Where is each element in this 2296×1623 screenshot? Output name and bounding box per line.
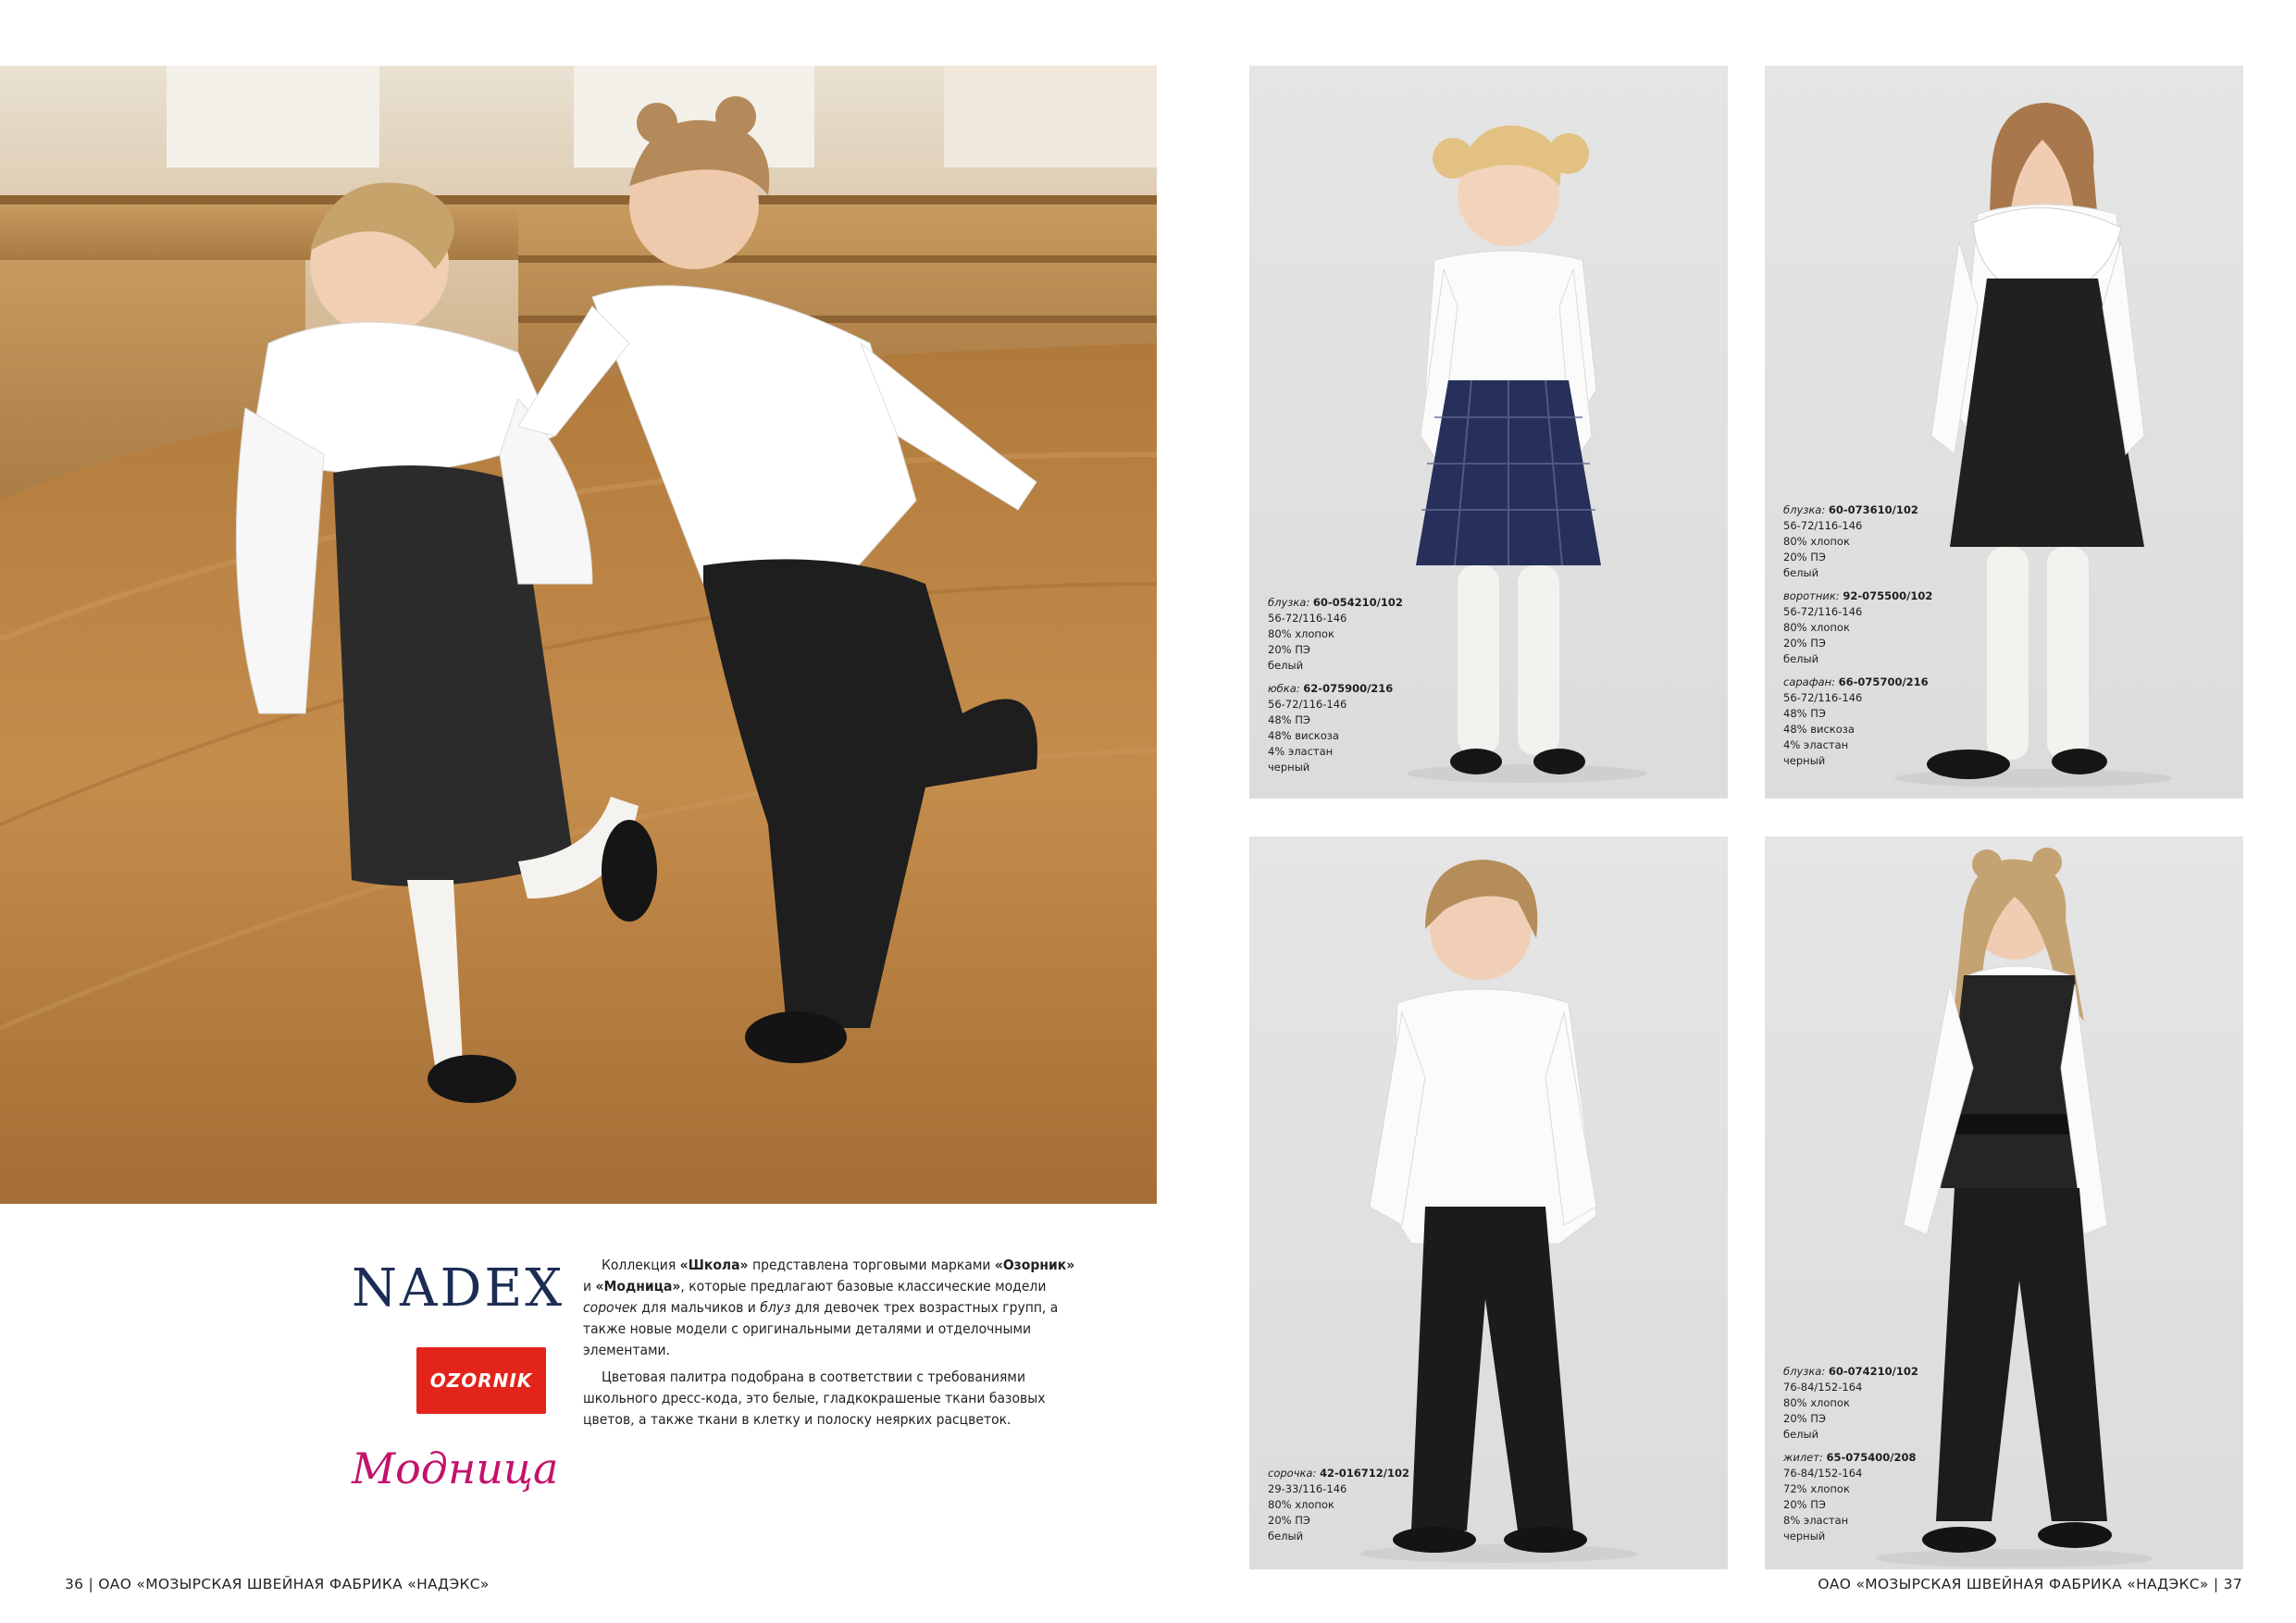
- intro-paragraph-2: Цветовая палитра подобрана в соответствии с требованиями школьного дресс-кода, это белые, гладкокрашеные ткани базовых цветов, а также ткани в клетку и полоску неяркиx расцветок.: [583, 1369, 1046, 1428]
- spec-line: белый: [1268, 1530, 1304, 1542]
- spec-line: 48% вискоза: [1268, 729, 1339, 742]
- spec-item: [1268, 1466, 1409, 1544]
- spec-line: 56-72/116-146: [1783, 519, 1863, 532]
- spec-label: юбка:: [1268, 682, 1300, 695]
- spec-line: 20% ПЭ: [1268, 643, 1310, 656]
- spec-label: блузка:: [1268, 596, 1310, 609]
- spec-line: 80% хлопок: [1783, 1396, 1850, 1409]
- ozornik-logo-text: OZORNIK: [429, 1369, 533, 1392]
- spec-item: [1268, 595, 1403, 674]
- intro-text-run: сорочек: [583, 1299, 638, 1316]
- spec-line: 56-72/116-146: [1783, 605, 1863, 618]
- spec-heading: [1268, 595, 1403, 611]
- nadex-logo: [352, 1258, 565, 1319]
- model-photo-3: [1249, 836, 1728, 1569]
- spec-line: 20% ПЭ: [1268, 1514, 1310, 1527]
- spec-code: 65-075400/208: [1826, 1451, 1917, 1464]
- spec-line: 76-84/152-164: [1783, 1381, 1863, 1394]
- spec-item: [1268, 681, 1403, 775]
- product-card-3: [1249, 836, 1728, 1569]
- modnitsa-logo-text: Модница: [352, 1443, 559, 1493]
- spec-item: [1783, 502, 1932, 581]
- product-spec-1: [1268, 595, 1403, 783]
- intro-text-run: для мальчиков и: [637, 1299, 761, 1316]
- intro-text-run: и: [583, 1278, 596, 1295]
- spec-label: блузка:: [1783, 1365, 1826, 1378]
- ozornik-logo: [416, 1347, 546, 1414]
- spec-code: 92-075500/102: [1843, 589, 1933, 602]
- spec-line: 20% ПЭ: [1783, 551, 1826, 564]
- intro-text-run: «Модница»: [595, 1278, 681, 1295]
- spec-line: 56-72/116-146: [1268, 698, 1347, 711]
- spec-line: 48% вискоза: [1783, 723, 1855, 736]
- spec-code: 60-073610/102: [1828, 503, 1918, 516]
- footer-right: ОАО «МОЗЫРСКАЯ ШВЕЙНАЯ ФАБРИКА «НАДЭКС» | 37: [1818, 1576, 2242, 1592]
- intro-text-run: «Озорник»: [994, 1257, 1075, 1273]
- spec-heading: [1783, 588, 1932, 604]
- spec-line: черный: [1268, 761, 1310, 774]
- spec-code: 66-075700/216: [1838, 675, 1929, 688]
- spec-heading: [1268, 1466, 1409, 1481]
- spec-line: 76-84/152-164: [1783, 1467, 1863, 1480]
- intro-text-run: блуз: [760, 1299, 791, 1316]
- spec-line: черный: [1783, 1530, 1826, 1542]
- spec-line: 48% ПЭ: [1268, 713, 1310, 726]
- spec-code: 42-016712/102: [1320, 1467, 1410, 1480]
- product-spec-2: [1783, 502, 1932, 776]
- spec-item: [1783, 1450, 1918, 1544]
- intro-text-run: для девочек трех возрастных групп, а также новые модели с оригинальными деталями и отделочными элементами.: [583, 1299, 1059, 1358]
- product-card-4: [1765, 836, 2243, 1569]
- spec-line: 20% ПЭ: [1783, 637, 1826, 650]
- spec-line: белый: [1783, 652, 1819, 665]
- spec-line: белый: [1783, 1428, 1819, 1441]
- spec-heading: [1783, 675, 1932, 690]
- hero-photo: [0, 66, 1157, 1204]
- intro-paragraph-1: [583, 1255, 1083, 1361]
- spec-heading: [1783, 502, 1932, 518]
- spec-line: 72% хлопок: [1783, 1482, 1850, 1495]
- spec-line: 8% эластан: [1783, 1514, 1849, 1527]
- spec-heading: [1783, 1364, 1918, 1380]
- spec-line: 56-72/116-146: [1268, 612, 1347, 625]
- collection-intro: [583, 1255, 1083, 1436]
- spec-line: 20% ПЭ: [1783, 1498, 1826, 1511]
- product-spec-4: [1783, 1364, 1918, 1552]
- spec-line: 48% ПЭ: [1783, 707, 1826, 720]
- spec-line: 80% хлопок: [1783, 535, 1850, 548]
- modnitsa-logo: [352, 1443, 559, 1493]
- spec-line: 29-33/116-146: [1268, 1482, 1347, 1495]
- product-card-2: [1765, 66, 2243, 799]
- footer-left: 36 | ОАО «МОЗЫРСКАЯ ШВЕЙНАЯ ФАБРИКА «НАДЭКС»: [65, 1576, 490, 1592]
- spec-heading: [1783, 1450, 1918, 1466]
- spec-line: 80% хлопок: [1268, 1498, 1334, 1511]
- spec-item: [1783, 675, 1932, 769]
- nadex-logo-text: NADEX: [352, 1258, 565, 1319]
- spec-line: черный: [1783, 754, 1826, 767]
- intro-text-run: Коллекция: [602, 1257, 680, 1273]
- spec-item: [1783, 1364, 1918, 1443]
- spec-line: 4% эластан: [1268, 745, 1334, 758]
- spec-line: 80% хлопок: [1268, 627, 1334, 640]
- spec-line: белый: [1268, 659, 1304, 672]
- spec-heading: [1268, 681, 1403, 697]
- spec-label: блузка:: [1783, 503, 1826, 516]
- intro-text-run: , которые предлагают базовые классические модели: [680, 1278, 1047, 1295]
- spec-code: 60-054210/102: [1312, 596, 1403, 609]
- product-card-1: [1249, 66, 1728, 799]
- product-spec-3: [1268, 1466, 1409, 1552]
- spec-label: жилет:: [1783, 1451, 1823, 1464]
- spec-item: [1783, 588, 1932, 667]
- spec-line: белый: [1783, 566, 1819, 579]
- intro-text-run: представлена торговыми марками: [748, 1257, 995, 1273]
- spec-line: 4% эластан: [1783, 738, 1849, 751]
- spec-line: 56-72/116-146: [1783, 691, 1863, 704]
- spec-label: воротник:: [1783, 589, 1840, 602]
- spec-line: 80% хлопок: [1783, 621, 1850, 634]
- spec-label: сорочка:: [1268, 1467, 1317, 1480]
- spec-code: 60-074210/102: [1828, 1365, 1918, 1378]
- spec-code: 62-075900/216: [1303, 682, 1394, 695]
- spec-line: 20% ПЭ: [1783, 1412, 1826, 1425]
- intro-text-run: «Школа»: [679, 1257, 749, 1273]
- spec-label: сарафан:: [1783, 675, 1835, 688]
